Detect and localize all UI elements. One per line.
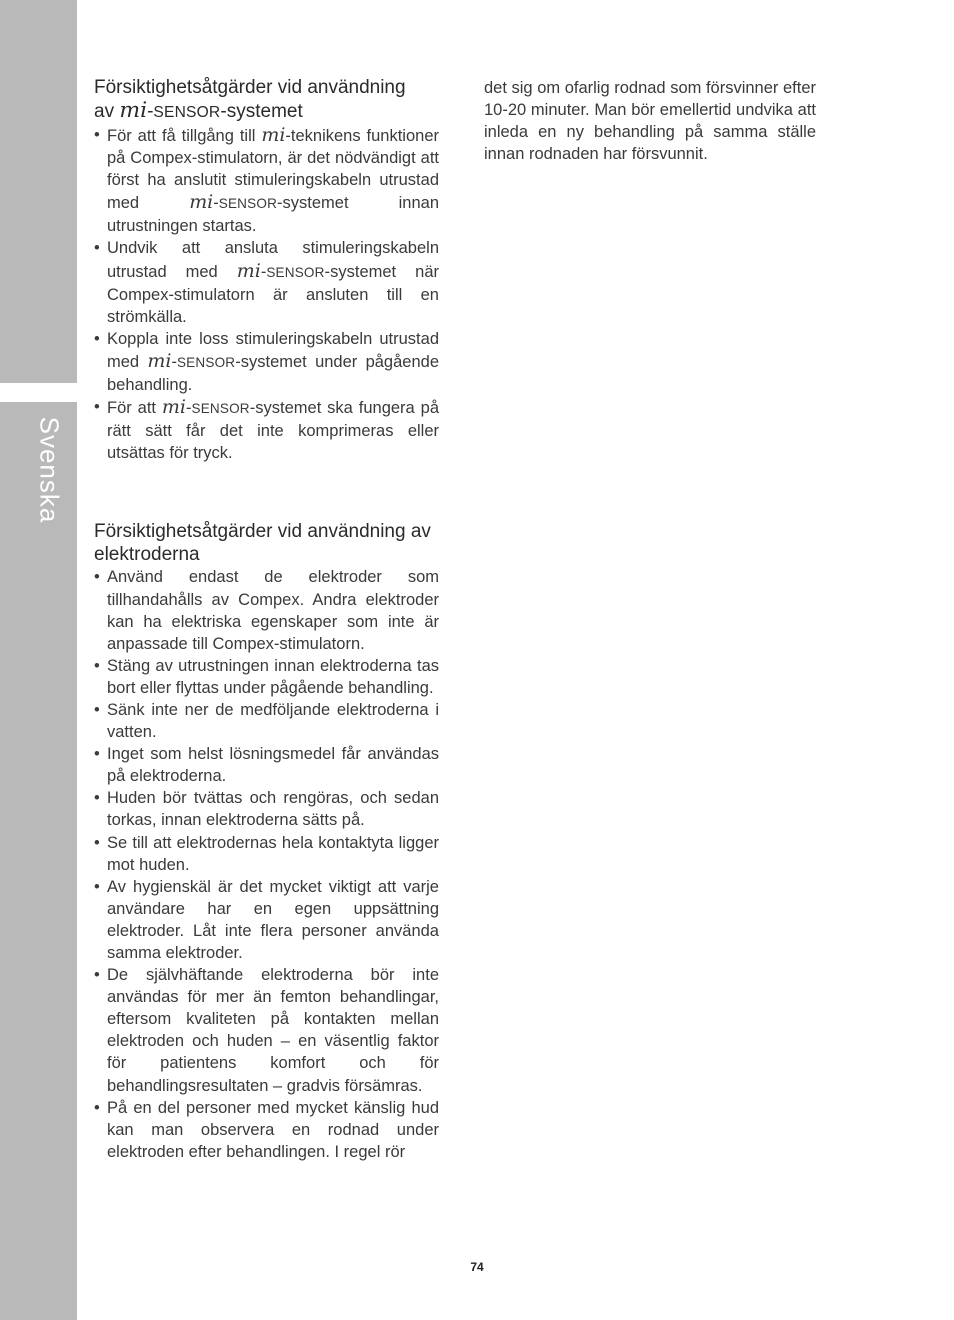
right-column xyxy=(484,77,816,165)
mi-logo: mi xyxy=(119,97,148,123)
side-bar-divider xyxy=(0,383,77,402)
mi-logo: mi xyxy=(236,259,261,282)
list-item: • Av hygienskäl är det mycket viktigt att varje användare har en egen uppsättning elektroder. Låt inte flera personer använda samma elektroder. xyxy=(94,876,439,964)
mi-logo: mi xyxy=(147,349,172,372)
section2-list xyxy=(94,566,439,1163)
section1-list xyxy=(94,124,439,464)
list-item: • Undvik att ansluta stimuleringskabeln utrustad med mi-SENSOR-systemet när Compex-stimulatorn är ansluten till en strömkälla. xyxy=(94,237,439,327)
list-item: • Koppla inte loss stimuleringskabeln utrustad med mi-SENSOR-systemet under pågående behandling. xyxy=(94,328,439,396)
list-item: • Huden bör tvättas och rengöras, och sedan torkas, innan elektroderna sätts på. xyxy=(94,787,439,831)
continuation-paragraph: det sig om ofarlig rodnad som försvinner efter 10-20 minuter. Man bör emellertid undvika att inleda en ny behandling på samma ställe innan rodnaden har försvunnit. xyxy=(484,79,816,164)
list-item: • För att mi-SENSOR-systemet ska fungera på rätt sätt får det inte komprimeras eller utsättas för tryck. xyxy=(94,396,439,464)
list-item: • Stäng av utrustningen innan elektroderna tas bort eller flyttas under pågående behandling. xyxy=(94,655,439,699)
list-item: • Inget som helst lösningsmedel får användas på elektroderna. xyxy=(94,743,439,787)
section-gap xyxy=(94,464,439,521)
list-item: • På en del personer med mycket känslig hud kan man observera en rodnad under elektroden efter behandlingen. I regel rör xyxy=(94,1097,439,1163)
list-item: • De självhäftande elektroderna bör inte användas för mer än femton behandlingar, eftersom kvaliteten på kontakten mellan elektroden och huden – en väsentlig faktor för patientens komfort och för behandlingsresultaten – gradvis försämras. xyxy=(94,964,439,1097)
list-item: • För att få tillgång till mi-teknikens funktioner på Compex-stimulatorn, är det nödvändigt att först ha anslutit stimuleringskabeln utrustad med mi-SENSOR-systemet innan utrustningen startas. xyxy=(94,124,439,237)
language-tab-label: Svenska xyxy=(34,416,65,524)
page-number: 74 xyxy=(470,1260,484,1274)
mi-logo: mi xyxy=(189,191,214,214)
section2-heading: Försiktighetsåtgärder vid användning av elektroderna xyxy=(94,521,431,565)
side-margin-bar xyxy=(0,0,77,1320)
list-item: • Se till att elektrodernas hela kontaktyta ligger mot huden. xyxy=(94,832,439,876)
left-column xyxy=(94,77,439,1163)
list-item: • Använd endast de elektroder som tillhandahålls av Compex. Andra elektroder kan ha elektriska egenskaper som inte är anpassade till Compex-stimulatorn. xyxy=(94,566,439,654)
section1-heading: Försiktighetsåtgärder vid användning av mi-SENSOR-systemet xyxy=(94,77,406,123)
mi-logo: mi xyxy=(161,396,186,419)
mi-logo: mi xyxy=(261,124,286,146)
list-item: • Sänk inte ner de medföljande elektroderna i vatten. xyxy=(94,699,439,743)
